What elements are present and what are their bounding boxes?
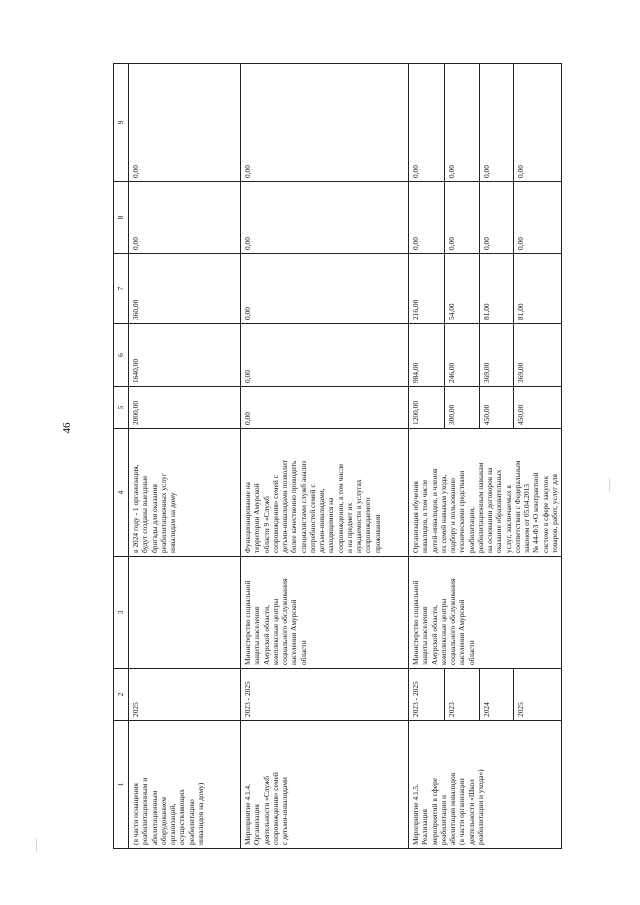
period-cell: 2025 (513, 669, 561, 721)
scan-artifact (609, 478, 610, 492)
total-cell: 300,00 (444, 387, 480, 429)
header-row (114, 64, 129, 849)
regional-budget-cell: 0,00 (241, 254, 409, 324)
total-cell: 450,00 (513, 387, 561, 429)
local-budget-cell: 0,00 (129, 182, 241, 254)
total-cell: 0,00 (241, 387, 409, 429)
extrabudgetary-cell: 0,00 (513, 64, 561, 182)
period-cell: 2024 (480, 669, 513, 721)
result-cell: Организация обучения инвалидов, в том числе детей-инвалидов, и членов их семей навыкам ухода, подбору и пользованию техническими средствами реабилитации, реабилитационным навыкам на основании договоров на оказание образовательных услуг, заключаемых в соответствии с Федеральным законом от 05.04.2013 № 44-ФЗ «О контрактной системе в сфере закупок товаров, работ, услуг для (409, 429, 562, 557)
result-cell: Функционирование на территории Амурской области 9 «Служб сопровождения» семей с детьми-инвалидами позволит более качественно проводить специалистами служб анализ потребностей семей с детьми-инвалидами, находящимися на сопровождении, в том числе и на предмет их нуждаемости в услугах сопровождаемого проживания (241, 429, 409, 557)
federal-budget-cell: 246,00 (444, 324, 480, 387)
extrabudgetary-cell: 0,00 (129, 64, 241, 182)
measure-name-cell: Мероприятие 4.1.5. Реализация мероприятий в сфере реабилитации и абилитации инвалидов (в части организации деятельности «Школ реабилитации и ухода») (409, 721, 562, 849)
local-budget-cell: 0,00 (409, 182, 445, 254)
extrabudgetary-cell: 0,00 (444, 64, 480, 182)
measure-name-cell: (в части оснащения реабилитационным и абилитационным оборудованием организаций, осуществляющих реабилитацию инвалидов на дому) (129, 721, 241, 849)
measure-name-cell: Мероприятие 4.1.4. Организация деятельности «Служб сопровождения» семей с детьми-инвалидами (241, 721, 409, 849)
table-row (409, 64, 445, 849)
total-cell: 1200,00 (409, 387, 445, 429)
header-cell: 8 (114, 182, 129, 254)
extrabudgetary-cell: 0,00 (480, 64, 513, 182)
federal-budget-cell: 984,00 (409, 324, 445, 387)
header-cell: 6 (114, 324, 129, 387)
total-cell: 450,00 (480, 387, 513, 429)
program-measures-table (113, 63, 562, 849)
regional-budget-cell: 81,00 (513, 254, 561, 324)
local-budget-cell: 0,00 (513, 182, 561, 254)
regional-budget-cell: 360,00 (129, 254, 241, 324)
period-cell: 2023 - 2025 (241, 669, 409, 721)
regional-budget-cell: 54,00 (444, 254, 480, 324)
period-cell: 2023 (444, 669, 480, 721)
federal-budget-cell: 0,00 (241, 324, 409, 387)
result-cell: в 2024 году - 1 организация, будут созданы выездные бригады для оказания реабилитационных услуг инвалидам на дому (129, 429, 241, 557)
header-cell: 5 (114, 387, 129, 429)
table-frame (113, 64, 559, 849)
header-cell: 3 (114, 557, 129, 669)
header-cell: 9 (114, 64, 129, 182)
executor-cell: Министерство социальной защиты населения Амурской области, комплексные центры социального обслуживания населения Амурской области (409, 557, 562, 669)
header-cell: 7 (114, 254, 129, 324)
rotated-table-wrapper (113, 64, 559, 849)
period-cell: 2023 - 2025 (409, 669, 445, 721)
page-number: 46 (61, 422, 73, 434)
local-budget-cell: 0,00 (480, 182, 513, 254)
federal-budget-cell: 369,00 (513, 324, 561, 387)
total-cell: 2000,00 (129, 387, 241, 429)
executor-cell: Министерство социальной защиты населения Амурской области, комплексные центры социального обслуживания населения Амурской области (241, 557, 409, 669)
table-row (241, 64, 409, 849)
regional-budget-cell: 216,00 (409, 254, 445, 324)
scan-artifact (36, 838, 37, 852)
extrabudgetary-cell: 0,00 (409, 64, 445, 182)
header-cell: 1 (114, 721, 129, 849)
local-budget-cell: 0,00 (444, 182, 480, 254)
extrabudgetary-cell: 0,00 (241, 64, 409, 182)
regional-budget-cell: 81,00 (480, 254, 513, 324)
header-cell: 4 (114, 429, 129, 557)
local-budget-cell: 0,00 (241, 182, 409, 254)
federal-budget-cell: 1640,00 (129, 324, 241, 387)
header-cell: 2 (114, 669, 129, 721)
federal-budget-cell: 369,00 (480, 324, 513, 387)
period-cell: 2025 (129, 669, 241, 721)
table-row (129, 64, 241, 849)
executor-cell (129, 557, 241, 669)
